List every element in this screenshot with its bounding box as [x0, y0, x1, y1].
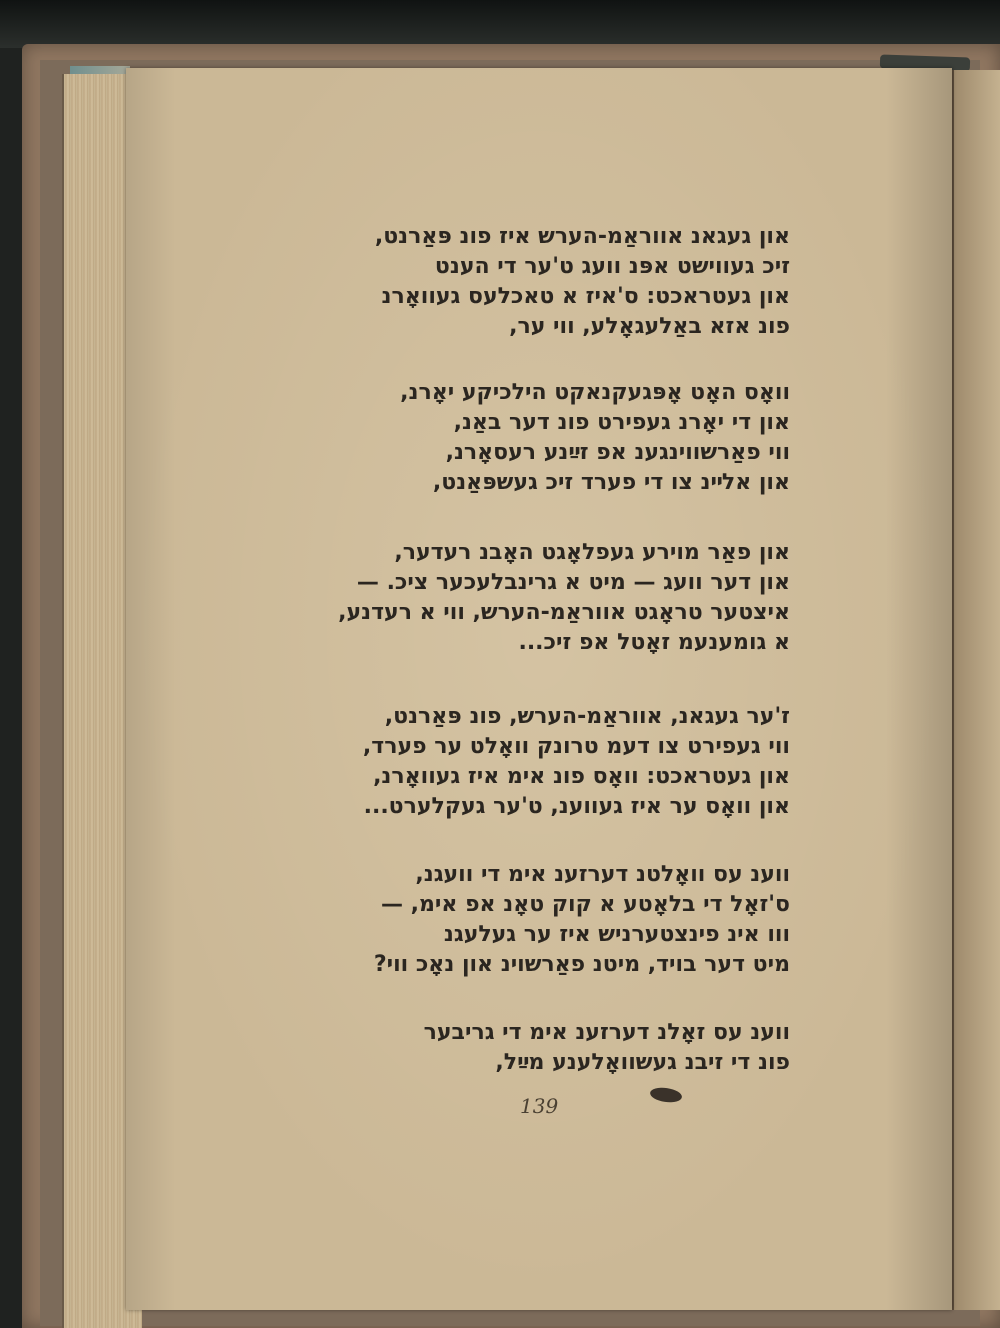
verse-line: ז'ער געגאנ, אווראַמ-הערש, פונ פּאַרנט,	[384, 704, 790, 729]
verse-line: איצטער טראָגט אווראַמ-הערש, ווי א רעדנע,	[338, 600, 790, 625]
stanza-6	[230, 1018, 790, 1078]
page-number: 139	[520, 1094, 559, 1118]
verse-line: און געטראכט: וואָס פונ אימ איז געוואָרנ,	[373, 764, 790, 789]
stanza-3	[230, 538, 790, 658]
verse-line: ווו אינ פינצטערניש איז ער געלעגנ	[443, 922, 790, 947]
verse-line: און געגאנ אווראַמ-הערש איז פונ פּאַרנט,	[374, 224, 790, 249]
verse-line: און פאַר מוירע געפלאָגט האָבנ רעדער,	[394, 540, 790, 565]
stanza-2	[230, 378, 790, 498]
verse-line: א גומענעמ זאָטל אפ זיכ...	[518, 630, 790, 655]
stanza-1	[230, 222, 790, 342]
verse-line: און אלײנ צו די פערד זיכ געשפּאַנט,	[432, 470, 790, 495]
verse-line: און וואָס ער איז געווענ, ט'ער געקלערט...	[363, 794, 790, 819]
verse-line: און די יאָרנ געפירט פונ דער באַנ,	[453, 410, 790, 435]
verse-line: ווי פאַרשווינגענ אפ זײַנע רעסאָרנ,	[445, 440, 790, 465]
verse-line: וואָס האָט אָפּגעקנאקט הילכיקע יאָרנ,	[400, 380, 790, 405]
verse-line: פונ די זיבנ געשוואָלענע מײַל,	[495, 1050, 790, 1075]
stanza-4	[230, 702, 790, 822]
verse-line: ווענ עס וואָלטנ דערזענ אימ די וועגנ,	[415, 862, 790, 887]
facing-page	[952, 70, 1000, 1310]
verse-line: פונ אזא באַלעגאָלע, ווי ער,	[509, 314, 790, 339]
verse-line: און דער וועג — מיט א גרינבלעכער ציכ. —	[356, 570, 790, 595]
verse-line: ס'זאָל די בלאָטע א קוק טאָנ אפ אימ, —	[381, 892, 790, 917]
verse-line: ווענ עס זאָלנ דערזענ אימ די גריבער	[423, 1020, 790, 1045]
verse-line: ווי געפירט צו דעמ טרונק וואָלט ער פערד,	[362, 734, 790, 759]
verse-line: מיט דער בויד, מיטנ פאַרשוינ און נאָכ ווי?	[373, 952, 790, 977]
background-strip	[0, 0, 1000, 48]
verse-line: זיכ געווישט אפּנ וועג ט'ער די הענט	[434, 254, 790, 279]
verse-line: און געטראכט: ס'איז א טאכלעס געוואָרנ	[381, 284, 790, 309]
stanza-5	[230, 860, 790, 980]
